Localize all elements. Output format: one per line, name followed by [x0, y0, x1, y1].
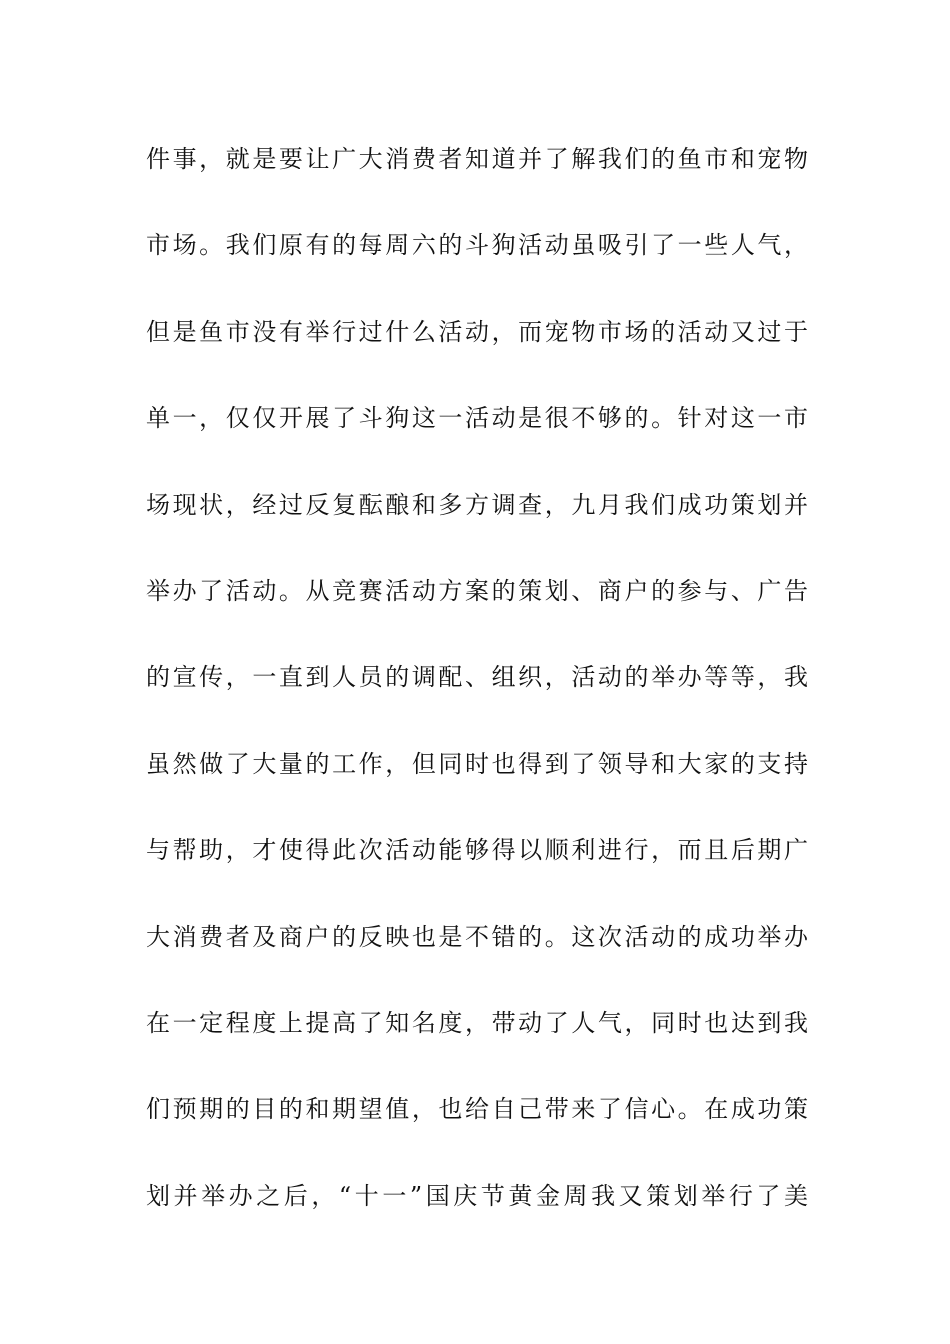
text-line: 大消费者及商户的反映也是不错的。这次活动的成功举办 — [146, 922, 808, 951]
body-text — [146, 137, 808, 1260]
text-line: 件事，就是要让广大消费者知道并了解我们的鱼市和宠物 — [146, 145, 808, 173]
text-line: 们预期的目的和期望值，也给自己带来了信心。在成功策 — [146, 1095, 808, 1124]
text-line: 的宣传，一直到人员的调配、组织，活动的举办等等，我 — [146, 663, 808, 692]
text-line: 单一，仅仅开展了斗狗这一活动是很不够的。针对这一市 — [146, 404, 808, 433]
text-line: 划并举办之后，“十一”国庆节黄金周我又策划举行了美 — [146, 1181, 808, 1210]
text-line: 与帮助，才使得此次活动能够得以顺利进行，而且后期广 — [146, 836, 808, 865]
text-line: 市场。我们原有的每周六的斗狗活动虽吸引了一些人气， — [146, 231, 808, 260]
text-line: 虽然做了大量的工作，但同时也得到了领导和大家的支持 — [146, 749, 808, 778]
text-line: 举办了活动。从竞赛活动方案的策划、商户的参与、广告 — [146, 576, 808, 605]
text-line: 但是鱼市没有举行过什么活动，而宠物市场的活动又过于 — [146, 317, 808, 346]
text-line: 场现状，经过反复酝酿和多方调查，九月我们成功策划并 — [146, 490, 808, 519]
text-line: 在一定程度上提高了知名度，带动了人气，同时也达到我 — [146, 1008, 808, 1037]
